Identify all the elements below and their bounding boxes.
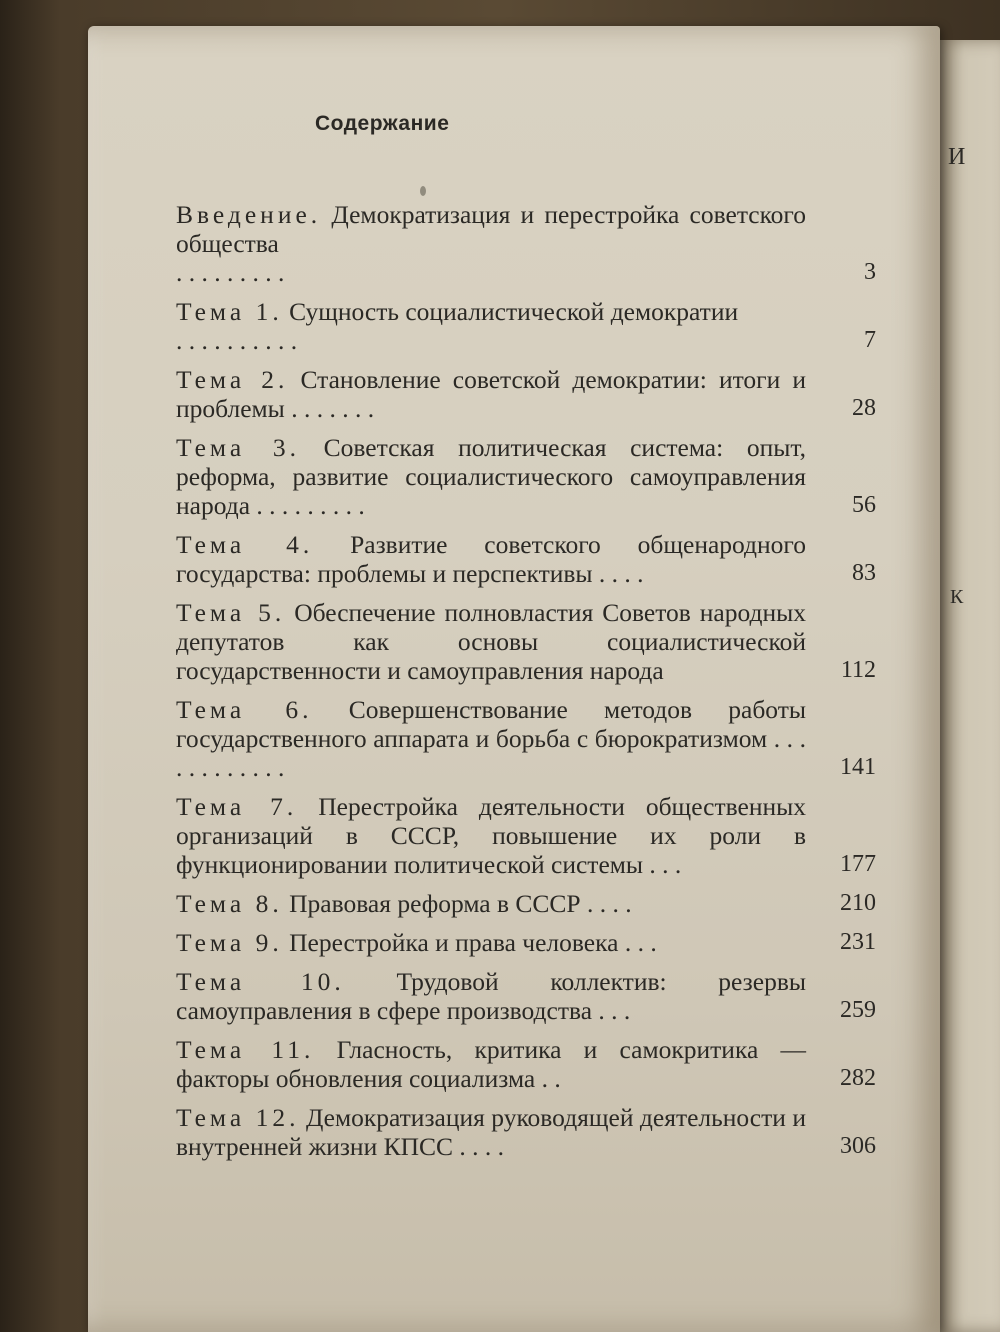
toc-leader: . . . . . . . — [291, 394, 375, 423]
toc-entry-title: Становление советской демократии: итоги и проблемы — [176, 365, 806, 423]
toc-entry — [176, 365, 876, 423]
toc-entry — [176, 200, 876, 287]
facing-page-edge — [940, 40, 1000, 1332]
toc-page-number: 231 — [840, 929, 876, 955]
toc-leader: . . . . . . . . . . . . — [176, 724, 807, 782]
toc-entry — [176, 889, 876, 918]
toc-entry — [176, 598, 876, 685]
toc-entry-label: Тема 2. — [176, 365, 289, 394]
toc-entry-title: Обеспечение полновластия Советов народных депутатов как основы социалистической государственности и самоуправления народа — [176, 598, 806, 685]
toc-page-number: 3 — [864, 259, 876, 285]
toc-page-number: 141 — [840, 754, 876, 780]
toc-page-number: 112 — [840, 657, 876, 683]
toc-entry-title: Советская политическая система: опыт, реформа, развитие социалистического самоуправления народа — [176, 433, 806, 520]
toc-entry — [176, 792, 876, 879]
toc-page-number: 177 — [840, 851, 876, 877]
toc-entry-label: Тема 6. — [176, 695, 313, 724]
toc-leader: . . . — [649, 850, 682, 879]
toc-entry-title: Правовая реформа в СССР — [289, 889, 581, 918]
toc-leader: . . . — [624, 928, 657, 957]
toc-entry — [176, 530, 876, 588]
toc-leader: . . . . — [598, 559, 644, 588]
toc-page-number: 282 — [840, 1065, 876, 1091]
toc-entry-title: Демократизация руководящей деятельности и внутренней жизни КПСС — [176, 1103, 806, 1161]
toc-leader: . . . . . . . . . — [176, 258, 285, 287]
toc-entry — [176, 695, 876, 782]
table-of-contents — [176, 200, 876, 1171]
toc-leader: . . . . — [459, 1132, 505, 1161]
toc-entry-title: Развитие советского общенародного государства: проблемы и перспективы — [176, 530, 806, 588]
toc-entry — [176, 928, 876, 957]
toc-entry-title: Перестройка деятельности общественных организаций в СССР, повышение их роли в функционировании политической системы — [176, 792, 806, 879]
toc-leader: . . . — [598, 996, 631, 1025]
toc-entry-label: Тема 3. — [176, 433, 300, 462]
toc-entry-label: Тема 10. — [176, 967, 345, 996]
toc-page-number: 7 — [864, 327, 876, 353]
ink-smudge — [420, 186, 426, 196]
toc-leader: . . . . — [587, 889, 632, 918]
toc-entry-label: Тема 11. — [176, 1035, 315, 1064]
toc-entry-title: Демократизация и перестройка советского общества — [176, 200, 807, 258]
toc-entry-title: Перестройка и права человека — [289, 928, 619, 957]
toc-leader: . . . . . . . . . — [256, 491, 365, 520]
toc-entry — [176, 1035, 876, 1093]
toc-entry-title: Трудовой коллектив: резервы самоуправления в сфере производства — [176, 967, 806, 1025]
toc-entry-label: Тема 8. — [176, 889, 283, 918]
toc-leader: . . — [541, 1064, 561, 1093]
toc-entry — [176, 967, 876, 1025]
toc-page-number: 28 — [852, 395, 876, 421]
toc-entry-label: Тема 1. — [176, 297, 283, 326]
toc-page-number: 306 — [840, 1133, 876, 1159]
toc-entry-label: Тема 7. — [176, 792, 298, 821]
toc-entry-title: Гласность, критика и самокритика — факторы обновления социализма — [176, 1035, 806, 1093]
toc-entry-label: Тема 9. — [176, 928, 283, 957]
toc-entry-title: Сущность социалистической демократии — [289, 297, 739, 326]
toc-page-number: 259 — [840, 997, 876, 1023]
toc-entry-title: Совершенствование методов работы государственного аппарата и борьба с бюрократизмом — [176, 695, 806, 753]
toc-page-number: 83 — [852, 560, 876, 586]
toc-entry — [176, 1103, 876, 1161]
toc-page-number: 210 — [840, 890, 876, 916]
toc-entry-label: Тема 4. — [176, 530, 314, 559]
page-title: Содержание — [315, 112, 450, 135]
facing-page-glyph: К — [950, 586, 964, 608]
facing-page-glyph: И — [948, 144, 966, 170]
toc-entry — [176, 433, 876, 520]
toc-entry-label: Введение. — [176, 200, 322, 229]
toc-entry-label: Тема 5. — [176, 598, 286, 627]
toc-entry-label: Тема 12. — [176, 1103, 300, 1132]
toc-entry — [176, 297, 876, 355]
toc-page-number: 56 — [852, 492, 876, 518]
toc-leader: . . . . . . . . . . — [176, 326, 298, 355]
